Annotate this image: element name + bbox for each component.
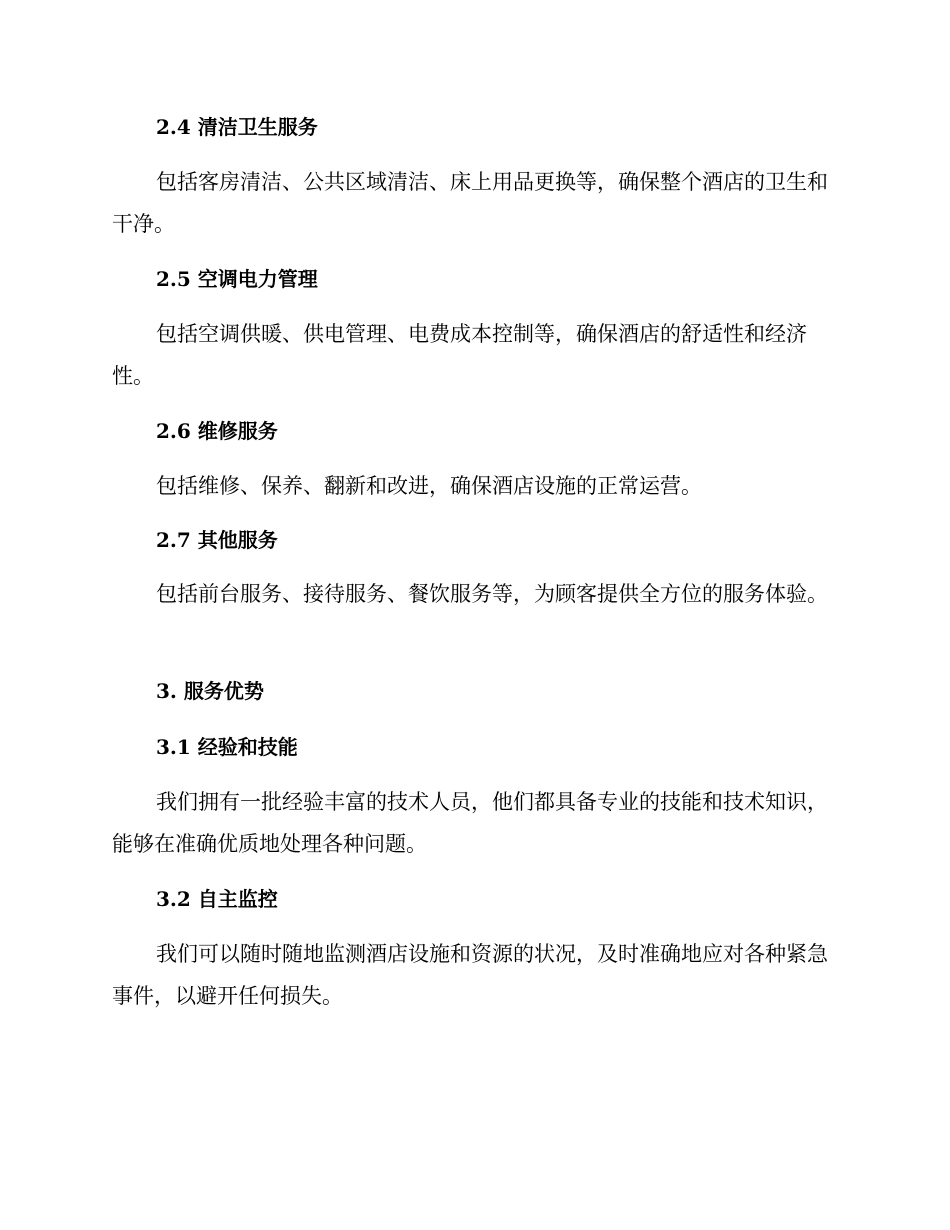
section-paragraph-2-4: 包括客房清洁、公共区域清洁、床上用品更换等，确保整个酒店的卫生和干净。 [112,170,828,236]
section-heading-2-7: 2.7 其他服务 [156,528,278,552]
section-heading-3-1: 3.1 经验和技能 [156,735,298,759]
section-paragraph-3-1: 我们拥有一批经验丰富的技术人员，他们都具备专业的技能和技术知识，能够在准确优质地处理各种问题。 [112,790,828,856]
section-paragraph-2-6: 包括维修、保养、翻新和改进，确保酒店设施的正常运营。 [156,474,702,498]
section-heading-3-2: 3.2 自主监控 [156,887,278,911]
section-heading-2-5: 2.5 空调电力管理 [156,267,318,291]
section-heading-2-6: 2.6 维修服务 [156,419,278,443]
section-paragraph-2-5: 包括空调供暖、供电管理、电费成本控制等，确保酒店的舒适性和经济性。 [112,322,807,388]
section-heading-3: 3. 服务优势 [156,679,264,703]
section-paragraph-2-7: 包括前台服务、接待服务、餐饮服务等，为顾客提供全方位的服务体验。 [156,582,828,606]
section-paragraph-3-2: 我们可以随时随地监测酒店设施和资源的状况，及时准确地应对各种紧急事件，以避开任何损失。 [112,942,828,1008]
section-heading-2-4: 2.4 清洁卫生服务 [156,115,318,139]
